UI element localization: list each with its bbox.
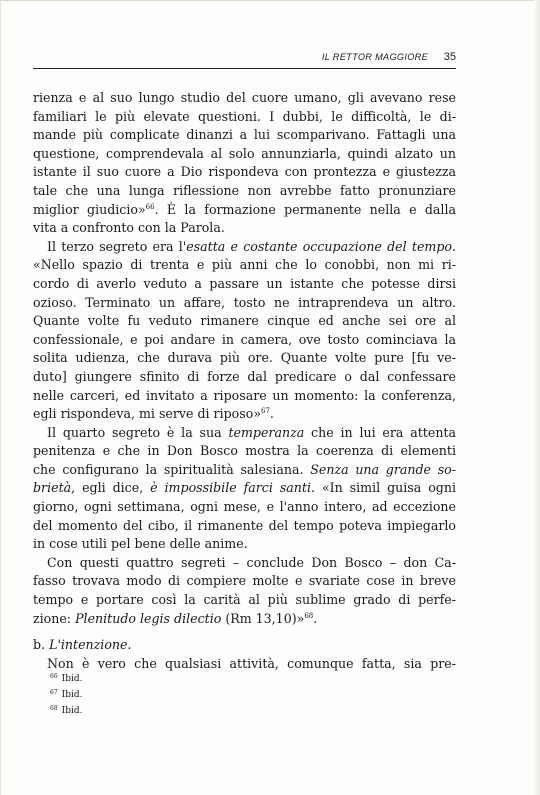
text-line: cordo di averlo veduto a passare un istante che potesse dirsi (33, 275, 456, 291)
text-run: che configurano la spiritualità salesiana. (33, 461, 311, 477)
text-line: giorno, ogni settimana, ogni mese, e l'anno intero, ad eccezione (33, 499, 456, 515)
text-run: zione: (33, 610, 76, 626)
text-run: egli rispondeva, mi serve di riposo» (33, 406, 261, 422)
text-run: . (451, 238, 456, 254)
footnote-text: Ibid. (61, 674, 83, 684)
footnote-text: Ibid. (61, 706, 83, 716)
text-line: rienza e al suo lungo studio del cuore umano, gli avevano rese (33, 90, 456, 105)
footnote-ref-68: 68 (304, 611, 314, 620)
text-run: che in lui era attenta (304, 424, 456, 440)
text-run: Il terzo segreto era l' (47, 238, 187, 254)
section-title: L'intenzione. (49, 637, 132, 653)
emphasis: è impossibile farci santi (150, 480, 311, 496)
footnotes (50, 670, 350, 718)
text-run: , egli dice, (71, 480, 151, 496)
text-run: . È la formazione permanente nella e dalla (154, 201, 456, 217)
text-line: solita udienza, che durava più ore. Quante volte pure [fu ve- (33, 350, 456, 366)
text-line (33, 479, 456, 498)
text-line: duto] giungere sfinito di forze dal predicare o dal confessare (33, 368, 456, 384)
text-line (33, 405, 456, 424)
text-line: del momento del cibo, il rimanente del tempo poteva impiegarlo (33, 517, 456, 533)
text-line: tempo e portare così la carità al più sublime grado di perfe- (33, 592, 456, 608)
running-title: IL RETTOR MAGGIORE (321, 52, 428, 62)
emphasis: temperanza (228, 424, 305, 440)
text-line (33, 424, 456, 443)
emphasis: brietà (33, 480, 72, 496)
text-line: fasso trovava modo di compiere molte e svariate cose in breve (33, 573, 456, 589)
footnote-67 (50, 686, 350, 702)
body-text (33, 89, 456, 673)
footnote-ref-67: 67 (261, 407, 270, 416)
text-line: «Nello spazio di trenta e più anni che lo conobbi, non mi ri- (33, 257, 456, 273)
text-run: miglior giudicio» (33, 201, 146, 217)
text-run: . «In simil guisa ogni (311, 480, 456, 496)
text-line: confessionale, e poi andare in camera, ove tosto cominciava la (33, 331, 456, 347)
page-edge-shadow (534, 0, 540, 795)
text-line: ozioso. Terminato un affare, tosto ne intraprendeva un altro. (33, 294, 456, 310)
text-line (33, 610, 456, 629)
text-run: . (269, 406, 274, 422)
text-line: Quante volte fu veduto rimanere cinque ed anche sei ore al (33, 313, 456, 329)
text-line: Con questi quattro segreti – conclude Don Bosco – don Ca- (47, 554, 456, 570)
footnote-68 (50, 702, 350, 718)
text-line (33, 201, 456, 220)
text-run: Il quarto segreto è la sua (47, 424, 229, 440)
footnote-number: 66 (50, 673, 58, 680)
page-number: 35 (443, 51, 456, 63)
emphasis: Plenitudo legis dilectio (75, 610, 222, 626)
footnote-66 (50, 670, 350, 686)
text-line: questione, comprendevala al solo annunziarla, quindi alzato un (33, 145, 456, 161)
text-line (33, 238, 456, 257)
text-line: in cose utili pel bene delle anime. (33, 536, 248, 552)
footnote-ref-66: 66 (145, 202, 155, 211)
footnote-number: 67 (50, 689, 58, 696)
running-header (33, 52, 456, 69)
text-run: . (313, 610, 318, 626)
text-line: mande più complicate dinanzi a lui scomparivano. Fattagli una (33, 127, 456, 143)
text-line: penitenza e che in Don Bosco mostra la coerenza di elementi (33, 443, 456, 459)
text-line: familiari le più elevate questioni. I dubbi, le difficoltà, le di- (33, 108, 456, 124)
footnote-text: Ibid. (61, 690, 83, 700)
text-line: tale che una lunga riflessione non avrebbe fatto pronunziare (33, 182, 456, 198)
text-line (33, 461, 456, 480)
text-run: (Rm 13,10)» (221, 610, 305, 626)
section-heading (33, 636, 456, 655)
text-line: istante il suo cuore a Dio rispondeva con prontezza e giustezza (33, 164, 456, 180)
emphasis: Senza una grande so- (310, 461, 456, 477)
text-line: nelle carceri, ed invitato a riposare un momento: la conferenza, (33, 387, 456, 403)
emphasis: esatta e costante occupazione del tempo (186, 238, 452, 254)
footnote-number: 68 (50, 705, 58, 712)
section-letter: b. (33, 637, 50, 653)
text-line: Non è vero che qualsiasi attività, comunque fatta, sia pre- (47, 655, 456, 671)
text-line: vita a confronto con la Parola. (33, 220, 225, 236)
